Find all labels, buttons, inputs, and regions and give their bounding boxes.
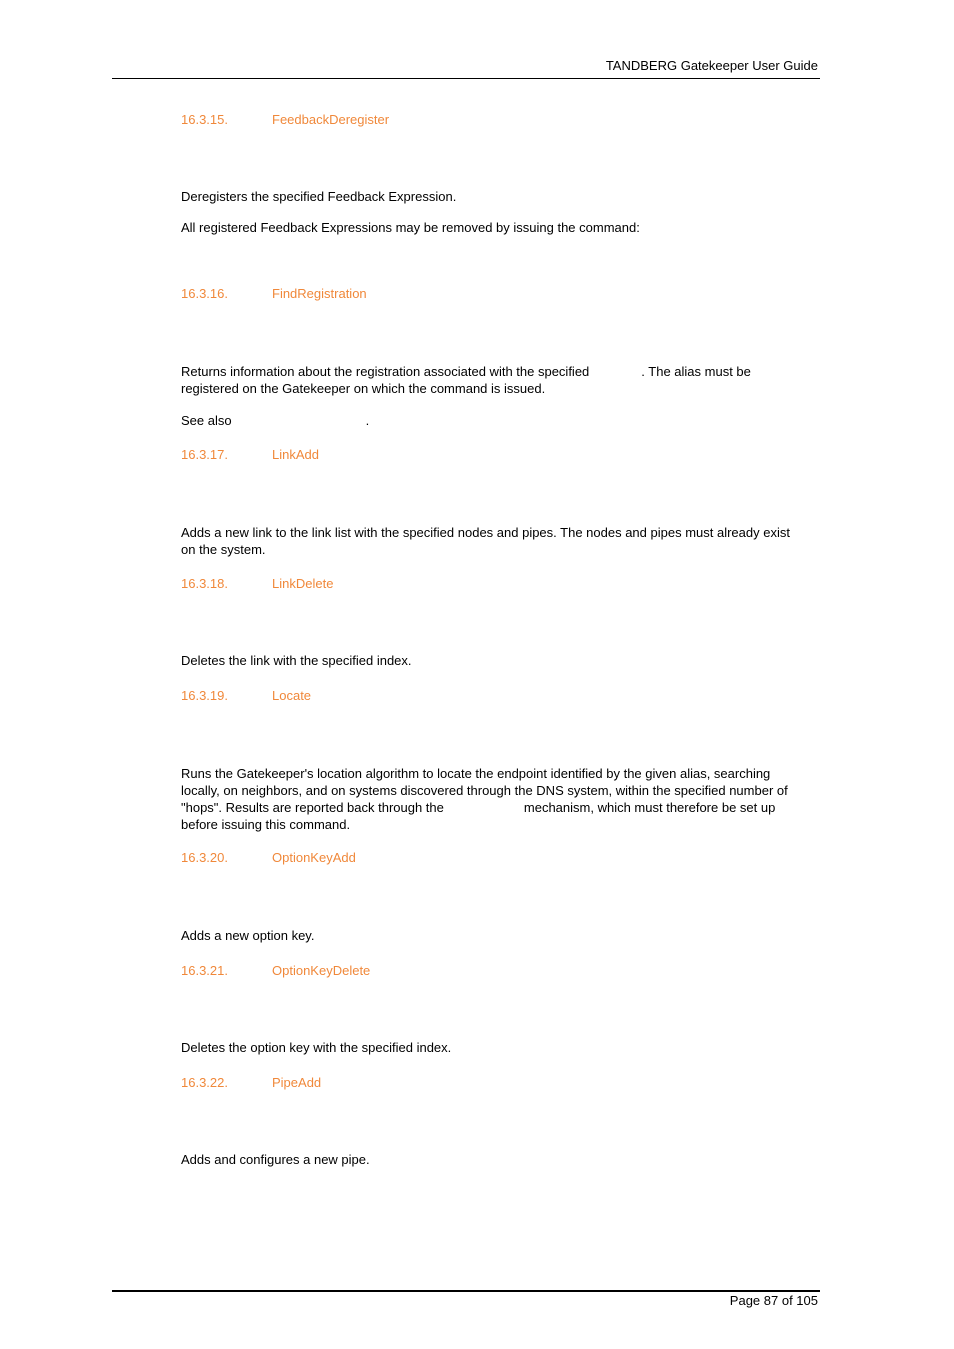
section-title: FindRegistration <box>272 286 367 301</box>
section-number: 16.3.17. <box>181 447 228 462</box>
paragraph-text: Returns information about the registration associated with the specified <box>181 364 590 379</box>
section-number: 16.3.20. <box>181 850 228 865</box>
document-title: TANDBERG Gatekeeper User Guide <box>605 58 818 73</box>
section-title: LinkDelete <box>272 576 334 591</box>
section-number: 16.3.19. <box>181 688 228 703</box>
paragraph: Deregisters the specified Feedback Expression. <box>181 189 457 204</box>
section-title: OptionKeyAdd <box>272 850 356 865</box>
paragraph <box>181 765 811 833</box>
paragraph-text: mechanism, which must therefore be set up before issuing this command. <box>181 800 776 832</box>
section-title: OptionKeyDelete <box>272 963 371 978</box>
paragraph: Deletes the option key with the specified index. <box>181 1040 452 1055</box>
section-number: 16.3.22. <box>181 1075 228 1090</box>
section-number: 16.3.16. <box>181 286 228 301</box>
paragraph: Adds a new link to the link list with the specified nodes and pipes. The nodes and pipes must already exist on the system. <box>181 525 790 557</box>
paragraph: Deletes the link with the specified index. <box>181 653 412 668</box>
paragraph-text: . <box>365 413 370 428</box>
paragraph: Adds and configures a new pipe. <box>181 1152 370 1167</box>
page-number: Page 87 of 105 <box>729 1293 818 1308</box>
paragraph <box>181 412 813 429</box>
section-number: 16.3.15. <box>181 112 228 127</box>
paragraph <box>181 363 796 397</box>
section-number: 16.3.21. <box>181 963 228 978</box>
section-heading-feedbackderegister <box>181 112 389 127</box>
paragraph: Adds a new option key. <box>181 928 315 943</box>
section-heading-linkdelete <box>181 576 333 591</box>
footer-rule <box>112 1290 820 1292</box>
section-title: FeedbackDeregister <box>272 112 390 127</box>
section-heading-findregistration <box>181 286 367 301</box>
section-heading-pipeadd <box>181 1075 321 1090</box>
section-title: Locate <box>272 688 312 703</box>
paragraph-text: See also <box>181 413 232 428</box>
section-number: 16.3.18. <box>181 576 228 591</box>
section-title: PipeAdd <box>272 1075 322 1090</box>
section-heading-locate <box>181 688 311 703</box>
paragraph-text: . The alias must be registered on the Gatekeeper on which the command is issued. <box>181 364 751 396</box>
section-title: LinkAdd <box>272 447 319 462</box>
section-heading-optionkeyadd <box>181 850 356 865</box>
section-heading-linkadd <box>181 447 319 462</box>
section-heading-optionkeydelete <box>181 963 370 978</box>
header-rule <box>112 78 820 79</box>
paragraph: All registered Feedback Expressions may be removed by issuing the command: <box>181 220 640 235</box>
paragraph-text: Runs the Gatekeeper's location algorithm to locate the endpoint identified by the given alias, searching locally, on neighbors, and on systems discovered through the DNS system, within the specified number of "hops". Results are reported back through the <box>181 766 788 815</box>
